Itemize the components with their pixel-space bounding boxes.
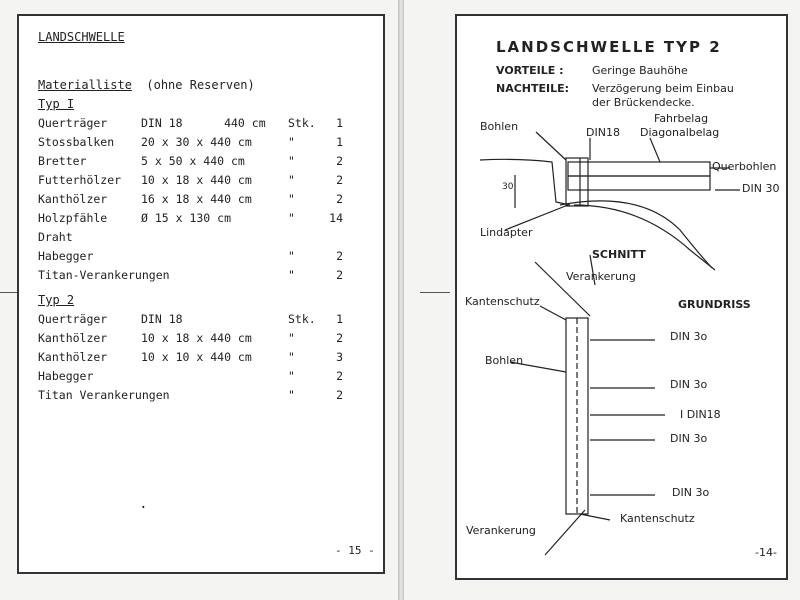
item-unit: Stk. <box>288 312 316 326</box>
item-qty: 2 <box>336 249 343 263</box>
label-bohlen2: Bohlen <box>485 354 524 367</box>
label-din30-2: DIN 3o <box>670 378 708 391</box>
label-fahrbelag: Fahrbelag <box>654 112 709 125</box>
item-qty: 2 <box>336 192 343 206</box>
label-din30: DIN 30 <box>742 182 780 195</box>
label-grundriss: GRUNDRISS <box>678 298 751 311</box>
item-spec: 10 x 18 x 440 cm <box>141 173 252 187</box>
item-spec: 5 x 50 x 440 cm <box>141 154 245 168</box>
item-spec: 10 x 18 x 440 cm <box>141 331 252 345</box>
materialliste-label: Materialliste <box>38 78 132 92</box>
stray-mark: · <box>38 500 148 516</box>
label-verankerung2: Verankerung <box>466 524 536 537</box>
item-spec: 16 x 18 x 440 cm <box>141 192 252 206</box>
label-schnitt: SCHNITT <box>592 248 646 261</box>
item-name: Habegger <box>38 249 94 263</box>
label-verankerung: Verankerung <box>566 270 636 283</box>
item-qty: 14 <box>329 211 343 225</box>
deck-upper <box>568 162 710 176</box>
item-unit: " <box>288 268 295 282</box>
item-name: Querträger <box>38 116 108 130</box>
item-qty: 1 <box>336 312 343 326</box>
left-page-title: LANDSCHWELLE <box>38 30 125 44</box>
item-qty: 3 <box>336 350 343 364</box>
label-kantenschutz2: Kantenschutz <box>620 512 695 525</box>
item-name: Titan Verankerungen <box>38 388 170 402</box>
typ1-label: Typ I <box>38 97 75 111</box>
beam-section <box>566 158 588 206</box>
item-unit: " <box>288 154 295 168</box>
item-qty: 1 <box>336 135 343 149</box>
item-unit: " <box>288 331 295 345</box>
leader-fahrbelag <box>650 138 660 162</box>
nachteile-text-2: der Brückendecke. <box>592 96 695 109</box>
item-unit: " <box>288 388 295 402</box>
item-qty: 2 <box>336 369 343 383</box>
label-din30-1: DIN 3o <box>670 330 708 343</box>
item-name: Draht <box>38 230 73 244</box>
nachteile-label: NACHTEILE: <box>496 82 570 95</box>
left-page-number: - 15 - <box>335 544 375 557</box>
label-querbohlen: Querbohlen <box>712 160 777 173</box>
item-spec: DIN 18 <box>141 312 183 326</box>
materialliste-note: (ohne Reserven) <box>146 78 255 92</box>
right-page-number: -14- <box>755 546 777 559</box>
ground-line <box>480 159 570 205</box>
typ2-label: Typ 2 <box>38 293 75 307</box>
vorteile-label: VORTEILE : <box>496 64 564 77</box>
item-unit: " <box>288 369 295 383</box>
item-name: Querträger <box>38 312 108 326</box>
item-qty: 2 <box>336 154 343 168</box>
item-name: Holzpfähle <box>38 211 108 225</box>
item-unit: " <box>288 211 295 225</box>
item-qty: 1 <box>336 116 343 130</box>
label-din18: DIN18 <box>586 126 620 139</box>
item-qty: 2 <box>336 388 343 402</box>
item-name: Kanthölzer <box>38 192 108 206</box>
item-unit: Stk. <box>288 116 316 130</box>
anchor-bottom-line <box>545 510 585 555</box>
item-unit: " <box>288 135 295 149</box>
label-diagonalbelag: Diagonalbelag <box>640 126 720 139</box>
leader-kantenschutz <box>540 306 566 320</box>
item-unit: " <box>288 173 295 187</box>
vorteile-text: Geringe Bauhöhe <box>592 64 688 77</box>
label-bohlen: Bohlen <box>480 120 519 133</box>
item-unit: " <box>288 192 295 206</box>
item-unit: " <box>288 350 295 364</box>
leader-bohlen <box>536 132 566 160</box>
label-din30-4: DIN 3o <box>672 486 710 499</box>
leader-kantenschutz2 <box>580 514 610 520</box>
item-name: Titan-Verankerungen <box>38 268 170 282</box>
label-dim: 30 <box>502 182 514 192</box>
item-unit: " <box>288 249 295 263</box>
label-idin18: I DIN18 <box>680 408 721 421</box>
label-din30-3: DIN 3o <box>670 432 708 445</box>
item-name: Habegger <box>38 369 94 383</box>
right-page-title: LANDSCHWELLE TYP 2 <box>496 38 722 56</box>
item-name: Stossbalken <box>38 135 115 149</box>
item-spec: 10 x 10 x 440 cm <box>141 350 252 364</box>
item-spec: Ø 15 x 130 cm <box>141 211 232 225</box>
label-lindapter: Lindapter <box>480 226 533 239</box>
item-name: Kanthölzer <box>38 350 108 364</box>
item-qty: 2 <box>336 268 343 282</box>
deck-lower <box>568 176 710 190</box>
item-name: Bretter <box>38 154 87 168</box>
item-qty: 2 <box>336 173 343 187</box>
label-kantenschutz: Kantenschutz <box>465 295 540 308</box>
item-spec: DIN 18 440 cm <box>141 116 266 130</box>
item-name: Kanthölzer <box>38 331 108 345</box>
item-qty: 2 <box>336 331 343 345</box>
item-name: Futterhölzer <box>38 173 122 187</box>
item-spec: 20 x 30 x 440 cm <box>141 135 252 149</box>
nachteile-text-1: Verzögerung beim Einbau <box>592 82 734 95</box>
